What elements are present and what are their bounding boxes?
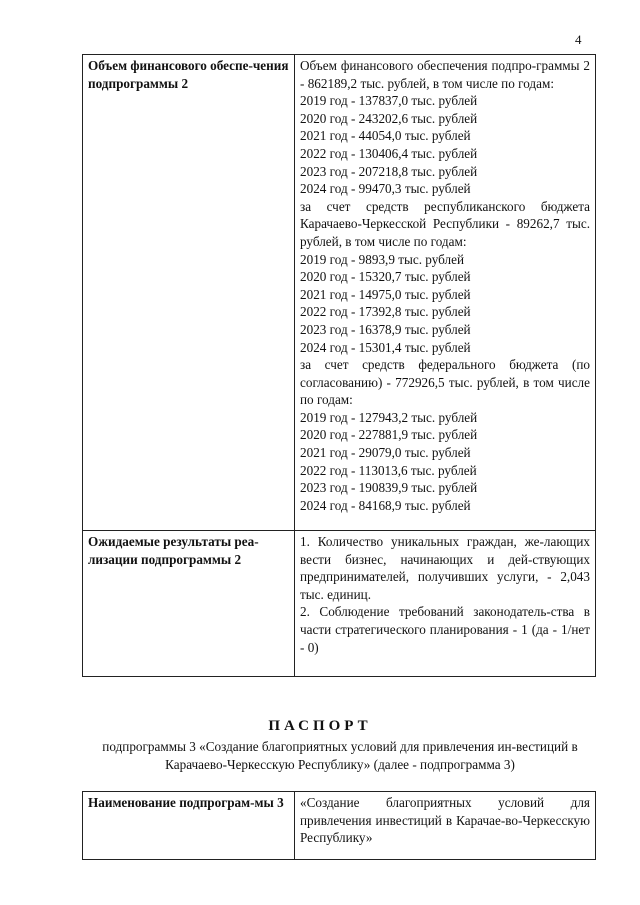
result-item-1: 1. Количество уникальных граждан, же-лающих вести бизнес, начинающих и дей-ствующих предпринимателей, получивших услуги, - 2,043 тыс. единиц. <box>300 534 590 602</box>
federal-year-row: 2021 год - 29079,0 тыс. рублей <box>300 445 471 461</box>
results-row <box>83 531 596 677</box>
regional-year-row: 2024 год - 15301,4 тыс. рублей <box>300 339 471 355</box>
subprogram-3-passport-table <box>82 791 596 860</box>
finance-intro: Объем финансового обеспечения подпро-граммы 2 - 862189,2 тыс. рублей, в том числе по годам: <box>300 58 590 91</box>
passport-subheading: подпрограммы 3 «Создание благоприятных условий для привлечения ин-вестиций в Карачаево-Черкесскую Республику» (далее - подпрограмма 3) <box>102 739 578 772</box>
page-number: 4 <box>575 32 582 47</box>
finance-row <box>83 55 596 531</box>
name-row <box>83 792 596 860</box>
regional-year-row: 2022 год - 17392,8 тыс. рублей <box>300 304 471 320</box>
finance-label: Объем финансового обеспе-чения подпрограммы 2 <box>83 55 295 531</box>
regional-year-row: 2023 год - 16378,9 тыс. рублей <box>300 321 471 337</box>
finance-year-row: 2019 год - 137837,0 тыс. рублей <box>300 93 478 109</box>
result-item-2: 2. Соблюдение требований законодатель-ства в части стратегического планирования - 1 (да - 1/нет - 0) <box>300 604 590 655</box>
finance-value <box>295 55 596 531</box>
results-value <box>295 531 596 677</box>
subprogram-2-passport-table <box>82 54 596 677</box>
regional-budget-intro: за счет средств республиканского бюджета Карачаево-Черкесской Республики - 89262,7 тыс. рублей, в том числе по годам: <box>300 198 590 249</box>
federal-year-row: 2019 год - 127943,2 тыс. рублей <box>300 409 478 425</box>
federal-year-row: 2024 год - 84168,9 тыс. рублей <box>300 497 471 513</box>
finance-year-row: 2024 год - 99470,3 тыс. рублей <box>300 181 471 197</box>
finance-year-row: 2021 год - 44054,0 тыс. рублей <box>300 128 471 144</box>
results-label: Ожидаемые результаты реа-лизации подпрограммы 2 <box>83 531 295 677</box>
passport-heading: ПАСПОРТ <box>268 718 372 734</box>
finance-year-row: 2020 год - 243202,6 тыс. рублей <box>300 110 478 126</box>
finance-year-row: 2022 год - 130406,4 тыс. рублей <box>300 145 478 161</box>
regional-year-row: 2021 год - 14975,0 тыс. рублей <box>300 286 471 302</box>
regional-year-row: 2020 год - 15320,7 тыс. рублей <box>300 269 471 285</box>
federal-year-row: 2022 год - 113013,6 тыс. рублей <box>300 462 477 478</box>
finance-year-row: 2023 год - 207218,8 тыс. рублей <box>300 163 478 179</box>
federal-budget-intro: за счет средств федерального бюджета (по согласованию) - 772926,5 тыс. рублей, в том числе по годам: <box>300 357 590 408</box>
federal-year-row: 2020 год - 227881,9 тыс. рублей <box>300 427 478 443</box>
federal-year-row: 2023 год - 190839,9 тыс. рублей <box>300 480 478 496</box>
regional-year-row: 2019 год - 9893,9 тыс. рублей <box>300 251 465 267</box>
subprogram-name-value: «Создание благоприятных условий для привлечения инвестиций в Карачае-во-Черкесскую Республику» <box>295 792 596 860</box>
subprogram-name-label: Наименование подпрограм-мы 3 <box>83 792 295 860</box>
